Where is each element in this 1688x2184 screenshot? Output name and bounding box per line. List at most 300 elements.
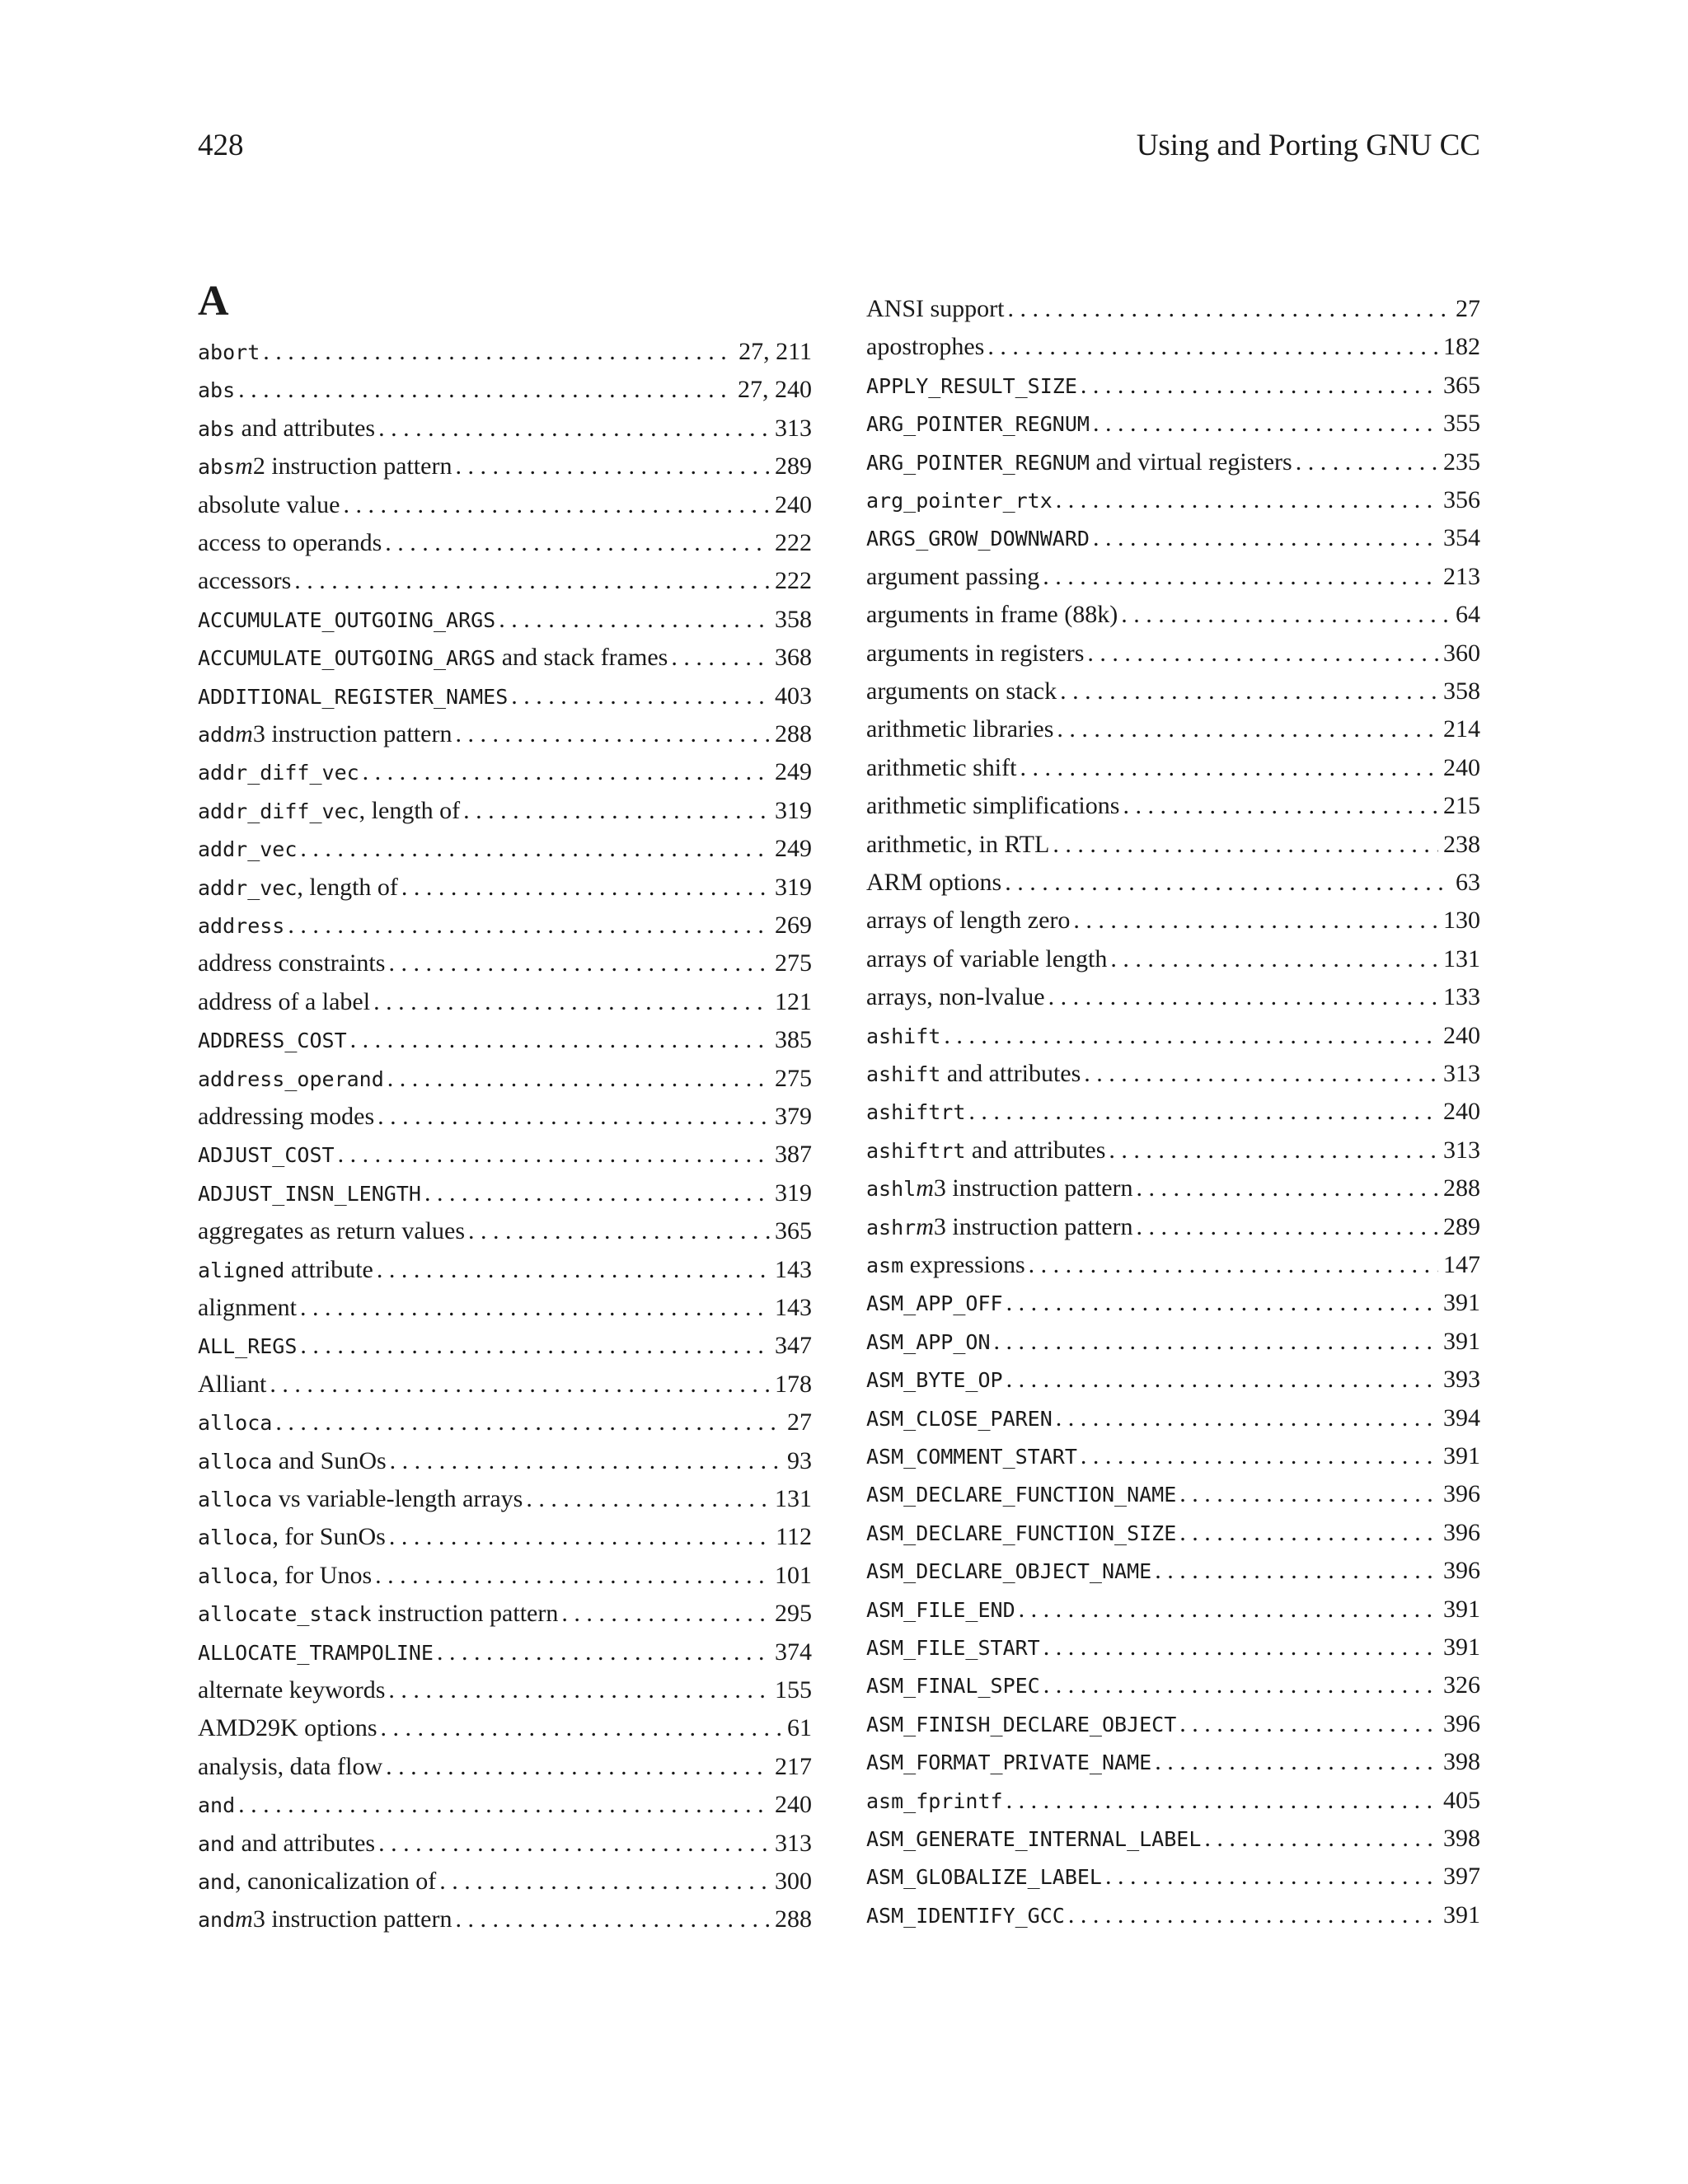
index-term xyxy=(198,639,668,677)
index-term-code: ACCUMULATE_OUTGOING_ARGS xyxy=(198,607,496,632)
index-entry xyxy=(866,1591,1480,1629)
index-term-text: aggregates as return values xyxy=(198,1217,466,1245)
index-page-ref: 275 xyxy=(775,949,812,977)
index-page-ref: 27, 240 xyxy=(738,376,812,404)
index-term-code: ASM_FILE_START xyxy=(866,1636,1040,1660)
index-page-ref: 288 xyxy=(775,1905,812,1933)
index-page-ref: 133 xyxy=(1443,983,1480,1011)
index-entry xyxy=(198,1289,812,1327)
index-page-ref: 391 xyxy=(1443,1442,1480,1469)
index-term xyxy=(198,1174,421,1213)
index-term xyxy=(866,481,1053,520)
dot-leader xyxy=(300,1327,770,1365)
index-term xyxy=(866,1743,1151,1782)
index-page-ref: 355 xyxy=(1443,410,1480,438)
index-term-text: and attributes xyxy=(235,414,376,442)
index-entry xyxy=(198,601,812,639)
index-term-code: abs xyxy=(198,378,236,403)
index-page-ref: 397 xyxy=(1443,1863,1480,1891)
index-entry xyxy=(866,902,1480,940)
index-term-code: ADJUST_INSN_LENGTH xyxy=(198,1181,421,1206)
index-term xyxy=(866,749,1016,787)
index-term xyxy=(866,635,1084,673)
index-entry xyxy=(198,371,812,409)
index-term-text: m xyxy=(235,1905,253,1933)
index-page-ref: 356 xyxy=(1443,486,1480,513)
dot-leader xyxy=(1053,826,1438,864)
index-term-code: abs xyxy=(198,455,236,480)
index-page-ref: 275 xyxy=(775,1064,812,1092)
index-entry xyxy=(866,1132,1480,1169)
index-term-text: address of a label xyxy=(198,987,371,1015)
index-page-ref: 313 xyxy=(1443,1060,1480,1087)
index-term-text: m xyxy=(235,720,253,748)
dot-leader xyxy=(526,1480,770,1518)
dot-leader xyxy=(1123,787,1438,825)
index-term xyxy=(198,1671,385,1709)
index-entry xyxy=(866,1666,1480,1704)
index-term xyxy=(198,410,375,448)
index-page-ref: 249 xyxy=(775,758,812,786)
dot-leader xyxy=(1081,367,1438,405)
book-title: Using and Porting GNU CC xyxy=(1136,129,1480,162)
index-term xyxy=(198,1748,382,1786)
index-term-code: abort xyxy=(198,340,260,364)
index-term-code: addr_vec xyxy=(198,837,298,862)
index-term xyxy=(866,1782,1003,1821)
dot-leader xyxy=(1020,749,1438,787)
index-page-ref: 182 xyxy=(1443,333,1480,361)
index-page-ref: 131 xyxy=(775,1485,812,1512)
index-term-text: 3 instruction pattern xyxy=(252,720,452,748)
dot-leader xyxy=(338,1136,770,1174)
index-entry xyxy=(866,443,1480,481)
index-entry xyxy=(198,1863,812,1900)
index-term-text: and stack frames xyxy=(495,644,668,672)
index-entry xyxy=(866,1246,1480,1284)
index-term-text: address constraints xyxy=(198,949,386,977)
index-page-ref: 319 xyxy=(775,1179,812,1207)
index-entry xyxy=(866,405,1480,443)
index-term xyxy=(866,1629,1040,1667)
index-entry xyxy=(198,1251,812,1289)
index-term-text: , for SunOs xyxy=(272,1523,386,1551)
index-term xyxy=(866,1055,1081,1094)
dot-leader xyxy=(944,1017,1438,1055)
index-term xyxy=(866,1284,1003,1323)
index-entry xyxy=(866,1323,1480,1361)
dot-leader xyxy=(499,601,770,639)
index-entry xyxy=(866,1820,1480,1858)
index-page-ref: 240 xyxy=(775,1791,812,1819)
dot-leader xyxy=(1019,1591,1438,1629)
index-term xyxy=(866,978,1045,1016)
index-page-ref: 249 xyxy=(775,835,812,863)
index-term-text: m xyxy=(916,1212,934,1240)
index-entry xyxy=(198,1518,812,1556)
index-term xyxy=(866,710,1053,748)
index-term-text: ARM options xyxy=(866,869,1002,896)
dot-leader xyxy=(1179,1514,1438,1552)
index-term xyxy=(866,1361,1003,1399)
index-page-ref: 387 xyxy=(775,1141,812,1169)
dot-leader xyxy=(511,677,770,715)
index-page-ref: 222 xyxy=(775,567,812,595)
dot-leader xyxy=(1084,1055,1438,1093)
index-term-code: ALLOCATE_TRAMPOLINE xyxy=(198,1640,434,1665)
index-entry xyxy=(866,1208,1480,1246)
index-term xyxy=(866,443,1292,482)
index-term-text: and attributes xyxy=(940,1060,1081,1087)
index-entry xyxy=(198,1212,812,1250)
index-term-code: ASM_GLOBALIZE_LABEL xyxy=(866,1865,1102,1890)
index-term xyxy=(866,1437,1077,1476)
index-term-code: ASM_FILE_END xyxy=(866,1597,1015,1622)
index-term-text: arguments in registers xyxy=(866,639,1085,667)
index-page-ref: 360 xyxy=(1443,639,1480,667)
index-term-code: alloca xyxy=(198,1526,273,1550)
index-entry xyxy=(866,1169,1480,1207)
index-entry xyxy=(198,639,812,677)
index-term-code: ASM_FINAL_SPEC xyxy=(866,1674,1040,1699)
index-term-text: arrays of variable length xyxy=(866,944,1108,972)
dot-leader xyxy=(1179,1475,1438,1513)
dot-leader xyxy=(1056,1399,1438,1437)
index-page-ref: 155 xyxy=(775,1676,812,1704)
index-entry xyxy=(866,1093,1480,1131)
index-term-code: aligned xyxy=(198,1258,285,1282)
index-term xyxy=(866,1896,1065,1935)
dot-leader xyxy=(468,1212,770,1250)
index-page-ref: 240 xyxy=(775,490,812,518)
index-term xyxy=(866,1666,1040,1705)
index-term xyxy=(198,1366,266,1404)
dot-leader xyxy=(1043,1666,1438,1704)
index-term-text: 3 instruction pattern xyxy=(933,1212,1133,1240)
dot-leader xyxy=(1056,481,1438,519)
index-page-ref: 63 xyxy=(1456,869,1480,896)
index-entry xyxy=(866,290,1480,328)
index-term xyxy=(198,486,340,524)
index-term-code: asm_fprintf xyxy=(866,1788,1003,1813)
index-page-ref: 222 xyxy=(775,529,812,556)
index-term-code: and xyxy=(198,1793,236,1818)
index-page-ref: 313 xyxy=(775,414,812,442)
index-term-code: addr_diff_vec xyxy=(198,761,359,785)
index-term-text: Alliant xyxy=(198,1370,267,1398)
index-entry xyxy=(866,826,1480,864)
index-entry xyxy=(198,1900,812,1938)
dot-leader xyxy=(1093,519,1438,557)
index-term-text: , length of xyxy=(359,796,461,824)
index-term-text: instruction pattern xyxy=(371,1600,559,1628)
index-term-code: ashr xyxy=(866,1215,917,1240)
index-term-text: arrays of length zero xyxy=(866,907,1071,935)
index-term-code: ASM_DECLARE_FUNCTION_NAME xyxy=(866,1483,1177,1507)
index-term-text: , length of xyxy=(297,873,398,901)
index-term xyxy=(198,1251,373,1290)
index-page-ref: 130 xyxy=(1443,907,1480,935)
index-page-ref: 215 xyxy=(1443,792,1480,820)
dot-leader xyxy=(373,983,770,1021)
index-entry xyxy=(198,1136,812,1174)
index-term-text: 3 instruction pattern xyxy=(933,1174,1133,1202)
dot-leader xyxy=(1006,1782,1438,1820)
index-term xyxy=(198,1595,558,1633)
dot-leader xyxy=(1137,1208,1438,1246)
index-page-ref: 143 xyxy=(775,1255,812,1283)
index-term-text: arithmetic libraries xyxy=(866,715,1054,743)
index-term-text: 2 instruction pattern xyxy=(252,452,452,480)
dot-leader xyxy=(968,1093,1438,1131)
index-entry xyxy=(198,1442,812,1480)
index-page-ref: 61 xyxy=(787,1714,812,1742)
index-term xyxy=(198,1518,386,1557)
index-term xyxy=(198,448,452,486)
index-entry xyxy=(198,944,812,982)
dot-leader xyxy=(390,1442,782,1480)
index-term xyxy=(198,1442,387,1481)
index-entry xyxy=(866,596,1480,634)
index-term-text: arrays, non-lvalue xyxy=(866,983,1045,1011)
index-page-ref: 240 xyxy=(1443,753,1480,781)
index-page-ref: 121 xyxy=(775,987,812,1015)
index-term xyxy=(198,1786,235,1825)
index-term-code: addr_vec xyxy=(198,875,298,900)
index-entry xyxy=(866,1437,1480,1475)
index-term-code: ashift xyxy=(866,1024,941,1048)
index-entry xyxy=(198,1174,812,1212)
dot-leader xyxy=(363,753,770,791)
index-page-ref: 358 xyxy=(1443,677,1480,705)
index-entry xyxy=(866,978,1480,1016)
index-entry xyxy=(866,940,1480,978)
index-term xyxy=(198,1633,434,1672)
dot-leader xyxy=(1137,1169,1438,1207)
index-page-ref: 64 xyxy=(1456,601,1480,629)
index-term xyxy=(866,826,1049,864)
index-entry xyxy=(198,753,812,791)
index-term-code: ASM_APP_OFF xyxy=(866,1291,1003,1316)
index-term-text: arguments on stack xyxy=(866,677,1057,705)
index-term-code: and xyxy=(198,1831,236,1856)
index-entry xyxy=(866,367,1480,405)
index-term-text: alignment xyxy=(198,1294,297,1321)
index-term xyxy=(198,1709,377,1747)
index-page-ref: 27, 211 xyxy=(738,338,812,365)
index-page-ref: 147 xyxy=(1443,1251,1480,1278)
index-entry xyxy=(866,558,1480,596)
section-letter: A xyxy=(198,278,229,325)
dot-leader xyxy=(387,1060,770,1098)
index-entry xyxy=(198,869,812,907)
index-page-ref: 238 xyxy=(1443,830,1480,858)
index-page-ref: 143 xyxy=(775,1294,812,1321)
dot-leader xyxy=(1109,1132,1438,1169)
index-term xyxy=(198,1327,297,1366)
index-term-code: allocate_stack xyxy=(198,1602,372,1627)
index-term xyxy=(866,787,1119,825)
index-page-ref: 295 xyxy=(775,1600,812,1628)
index-entry xyxy=(866,1629,1480,1666)
index-term-text: addressing modes xyxy=(198,1103,375,1130)
index-term xyxy=(198,1136,335,1174)
index-term-code: addr_diff_vec xyxy=(198,799,359,823)
index-term-text: arithmetic shift xyxy=(866,753,1017,781)
index-term-text: analysis, data flow xyxy=(198,1752,383,1780)
index-term xyxy=(198,1825,375,1863)
index-term xyxy=(866,1858,1102,1896)
index-term-code: asm xyxy=(866,1254,904,1277)
dot-leader xyxy=(1057,710,1438,748)
index-term xyxy=(866,1399,1053,1438)
dot-leader xyxy=(238,1786,770,1824)
index-term-code: APPLY_RESULT_SIZE xyxy=(866,373,1077,398)
index-page-ref: 396 xyxy=(1443,1480,1480,1508)
index-term xyxy=(198,524,382,562)
index-entry xyxy=(198,677,812,715)
index-entry xyxy=(198,1825,812,1863)
index-entry xyxy=(866,519,1480,557)
index-term-text: , canonicalization of xyxy=(235,1868,437,1895)
index-term xyxy=(866,1093,965,1132)
index-entry xyxy=(198,1633,812,1671)
index-term xyxy=(866,1591,1015,1629)
index-entry xyxy=(866,749,1480,787)
index-term xyxy=(198,830,297,869)
index-term-text: expressions xyxy=(903,1251,1025,1278)
index-entry xyxy=(866,710,1480,748)
index-term xyxy=(198,1060,384,1099)
index-entry xyxy=(198,448,812,485)
dot-leader xyxy=(300,1289,770,1327)
dot-leader xyxy=(1068,1896,1438,1934)
index-entry xyxy=(866,787,1480,825)
index-term-code: ASM_IDENTIFY_GCC xyxy=(866,1903,1065,1928)
index-term-code: address_operand xyxy=(198,1066,384,1091)
index-entry xyxy=(198,1480,812,1518)
index-entry xyxy=(198,1327,812,1365)
index-entry xyxy=(198,1786,812,1824)
index-entry xyxy=(198,1748,812,1786)
dot-leader xyxy=(1155,1552,1438,1590)
index-page-ref: 326 xyxy=(1443,1671,1480,1699)
index-page-ref: 365 xyxy=(775,1217,812,1245)
index-term xyxy=(866,1132,1105,1170)
dot-leader xyxy=(1006,1284,1438,1322)
index-page-ref: 112 xyxy=(776,1523,812,1551)
index-term xyxy=(198,983,370,1021)
index-page-ref: 131 xyxy=(1443,944,1480,972)
index-page-ref: 394 xyxy=(1443,1404,1480,1432)
index-term-text: m xyxy=(235,452,253,480)
index-page-ref: 391 xyxy=(1443,1595,1480,1623)
index-entry xyxy=(198,486,812,524)
index-page-ref: 374 xyxy=(775,1638,812,1666)
index-page-ref: 358 xyxy=(775,605,812,633)
dot-leader xyxy=(375,1557,770,1595)
index-page-ref: 396 xyxy=(1443,1557,1480,1585)
dot-leader xyxy=(1073,902,1438,940)
index-page-ref: 396 xyxy=(1443,1709,1480,1737)
index-term xyxy=(198,944,385,982)
index-term-text: arguments in frame (88k) xyxy=(866,601,1118,629)
dot-leader xyxy=(1204,1820,1438,1858)
index-entry xyxy=(866,1514,1480,1552)
index-term xyxy=(198,562,291,600)
index-term-code: and xyxy=(198,1870,236,1894)
index-term-code: ADDITIONAL_REGISTER_NAMES xyxy=(198,684,509,709)
index-page-ref: 214 xyxy=(1443,715,1480,743)
page-number: 428 xyxy=(198,129,244,162)
dot-leader xyxy=(378,410,770,448)
index-entry xyxy=(198,792,812,830)
dot-leader xyxy=(1087,635,1438,673)
dot-leader xyxy=(300,830,770,868)
index-term-code: ASM_DECLARE_FUNCTION_SIZE xyxy=(866,1521,1177,1545)
index-entry xyxy=(866,1399,1480,1437)
index-term-text: apostrophes xyxy=(866,333,985,361)
dot-leader xyxy=(294,562,770,600)
index-page-ref: 93 xyxy=(787,1446,812,1474)
dot-leader xyxy=(263,333,734,371)
index-page-ref: 365 xyxy=(1443,371,1480,399)
index-entry xyxy=(866,1361,1480,1399)
index-term xyxy=(198,333,260,372)
index-term xyxy=(866,902,1070,940)
index-page-ref: 398 xyxy=(1443,1825,1480,1852)
dot-leader xyxy=(1093,405,1438,443)
dot-leader xyxy=(386,1748,770,1786)
index-term xyxy=(866,596,1118,634)
index-entry xyxy=(866,1475,1480,1513)
index-term xyxy=(198,1021,347,1060)
dot-leader xyxy=(378,1825,770,1863)
dot-leader xyxy=(1005,864,1451,902)
index-term xyxy=(198,1289,297,1327)
index-term-code: ASM_FORMAT_PRIVATE_NAME xyxy=(866,1750,1152,1775)
index-term-code: ASM_FINISH_DECLARE_OBJECT xyxy=(866,1712,1177,1736)
index-term-text: and virtual registers xyxy=(1089,448,1292,476)
dot-leader xyxy=(270,1366,770,1404)
index-term-text: 3 instruction pattern xyxy=(252,1905,452,1933)
dot-leader xyxy=(377,1251,770,1289)
index-term-text: arithmetic simplifications xyxy=(866,792,1120,820)
dot-leader xyxy=(455,715,770,753)
index-term xyxy=(866,1017,940,1056)
dot-leader xyxy=(424,1174,770,1212)
dot-leader xyxy=(1110,940,1438,978)
index-entry xyxy=(866,864,1480,902)
index-term-code: ARG_POINTER_REGNUM xyxy=(866,450,1090,475)
index-page-ref: 403 xyxy=(775,682,812,710)
index-term-code: ashl xyxy=(866,1177,917,1202)
index-page-ref: 396 xyxy=(1443,1518,1480,1546)
index-entry xyxy=(198,1021,812,1059)
index-page-ref: 240 xyxy=(1443,1098,1480,1126)
index-term xyxy=(198,1900,452,1939)
index-term-code: arg_pointer_rtx xyxy=(866,489,1053,513)
index-term xyxy=(866,1246,1025,1285)
index-page-ref: 27 xyxy=(1456,295,1480,322)
index-entry xyxy=(198,907,812,944)
index-term-code: ADJUST_COST xyxy=(198,1143,335,1168)
dot-leader xyxy=(350,1021,770,1059)
index-term-code: ALL_REGS xyxy=(198,1334,298,1359)
index-term-code: ASM_CLOSE_PAREN xyxy=(866,1406,1053,1431)
dot-leader xyxy=(1296,443,1438,481)
index-entry xyxy=(866,1284,1480,1322)
